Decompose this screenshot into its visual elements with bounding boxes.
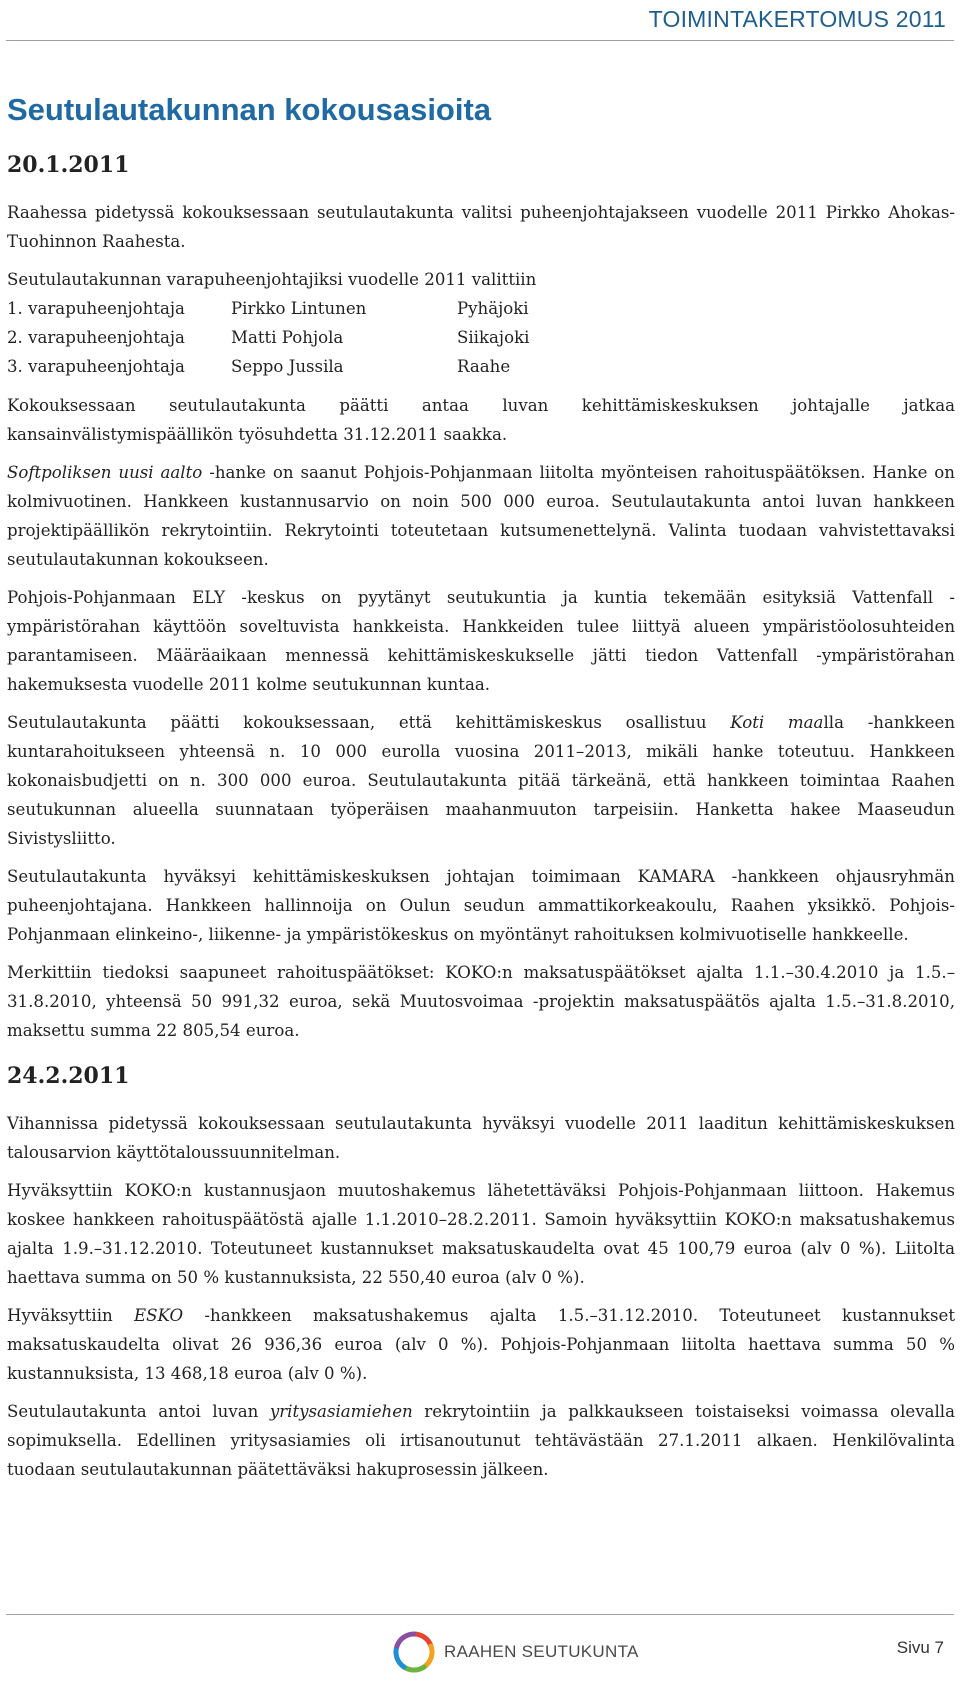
meeting-section-2	[7, 1061, 955, 1484]
paragraph: Pohjois-Pohjanmaan ELY -keskus on pyytänyt seutukuntia ja kuntia tekemään esityksiä Vattenfall -ympäristörahan käyttöön soveltuvista hankkeista. Hankkeiden tulee liittyä alueen ympäristöolosuhteiden parantamiseen. Määräaikaan mennessä kehittämiskeskukselle jätti tiedon Vattenfall -ympäristörahan hakemuksesta vuodelle 2011 kolme seutukunnan kuntaa.	[7, 588, 955, 694]
vice-chair-row	[7, 352, 955, 381]
project-name: Softpoliksen uusi aalto	[7, 463, 203, 482]
vice-chair-role: 3. varapuheenjohtaja	[7, 357, 185, 376]
header-divider	[6, 40, 954, 41]
paragraph: Raahessa pidetyssä kokouksessaan seutulautakunta valitsi puheenjohtajakseen vuodelle 2011 Pirkko Ahokas-Tuohinnon Raahesta.	[7, 203, 955, 251]
header-title: TOIMINTAKERTOMUS 2011	[648, 6, 946, 32]
vice-chair-town: Pyhäjoki	[457, 299, 529, 318]
footer-logo-text: RAAHEN SEUTUKUNTA	[444, 1642, 639, 1661]
vice-chair-town: Raahe	[457, 357, 511, 376]
vice-chair-role: 2. varapuheenjohtaja	[7, 328, 185, 347]
raahen-seutukunta-logo-icon	[392, 1630, 436, 1674]
paragraph	[7, 458, 955, 574]
paragraph-text: rekrytointiin ja palkkaukseen toistaiseksi voimassa olevalla sopimuksella. Edellinen yritysasiamies oli irtisanoutunut tehtävästään 27.1.2011 alkaen. Henkilövalinta tuodaan seutulautakunnan päätettäväksi hakuprosessin jälkeen.	[7, 1402, 955, 1479]
paragraph: Seutulautakunnan varapuheenjohtajiksi vuodelle 2011 valittiin	[7, 270, 537, 289]
paragraph-text: lla -hankkeen kuntarahoitukseen yhteensä n. 10 000 eurolla vuosina 2011–2013, mikäli hanke toteutuu. Hankkeen kokonaisbudjetti on n. 300 000 euroa. Seutulautakunta pitää tärkeänä, että hankkeen toimintaa Raahen seutukunnan alueella suunnataan työperäisen maahanmuuton tarpeisiin. Hanketta hakee Maaseudun Sivistysliitto.	[7, 713, 955, 848]
paragraph: Hyväksyttiin KOKO:n kustannusjaon muutoshakemus lähetettäväksi Pohjois-Pohjanmaan liittoon. Hakemus koskee hankkeen rahoituspäätöstä ajalle 1.1.2010–28.2.2011. Samoin hyväksyttiin KOKO:n maksatushakemus ajalta 1.9.–31.12.2010. Toteutuneet kustannukset maksatuskaudelta ovat 45 100,79 euroa (alv 0 %). Liitolta haettava summa on 50 % kustannuksista, 22 550,40 euroa (alv 0 %).	[7, 1181, 955, 1287]
vice-chair-name: Seppo Jussila	[231, 357, 344, 376]
vice-chair-row	[7, 323, 955, 352]
vice-chair-name: Pirkko Lintunen	[231, 299, 367, 318]
vice-chairs-list	[7, 294, 955, 381]
paragraph: Kokouksessaan seutulautakunta päätti antaa luvan kehittämiskeskuksen johtajalle jatkaa kansainvälistymispäällikön työsuhdetta 31.12.2011 saakka.	[7, 396, 955, 444]
paragraph-text: Seutulautakunta päätti kokouksessaan, että kehittämiskeskus osallistuu	[7, 713, 731, 732]
paragraph-text: Hyväksyttiin	[7, 1306, 135, 1325]
paragraph-text: -hanke on saanut Pohjois-Pohjanmaan liitolta myönteisen rahoituspäätöksen. Hanke on kolmivuotinen. Hankkeen kustannusarvio on noin 500 000 euroa. Seutulautakunta antoi luvan hankkeen projektipäällikön rekrytointiin. Rekrytointi toteutetaan kutsumenettelynä. Valinta tuodaan vahvistettavaksi seutulautakunnan kokoukseen.	[7, 463, 955, 569]
paragraph: Merkittiin tiedoksi saapuneet rahoituspäätökset: KOKO:n maksatuspäätökset ajalta 1.1.–30.4.2010 ja 1.5.–31.8.2010, yhteensä 50 991,32 euroa, sekä Muutosvoimaa -projektin maksatuspäätös ajalta 1.5.–31.8.2010, maksettu summa 22 805,54 euroa.	[7, 963, 955, 1040]
meeting-date-heading: 24.2.2011	[7, 1063, 130, 1089]
paragraph-text: -hankkeen maksatushakemus ajalta 1.5.–31.12.2010. Toteutuneet kustannukset maksatuskaudelta olivat 26 936,36 euroa (alv 0 %). Pohjois-Pohjanmaan liitolta haettava summa 50 % kustannuksista, 13 468,18 euroa (alv 0 %).	[7, 1306, 955, 1383]
vice-chair-role: 1. varapuheenjohtaja	[7, 299, 185, 318]
paragraph	[7, 708, 955, 853]
project-name: Koti maa	[730, 713, 824, 732]
footer-logo	[392, 1629, 639, 1675]
paragraph: Seutulautakunta hyväksyi kehittämiskeskuksen johtajan toimimaan KAMARA -hankkeen ohjausryhmän puheenjohtajana. Hankkeen hallinnoija on Oulun seudun ammattikorkeakoulu, Raahen yksikkö. Pohjois-Pohjanmaan elinkeino-, liikenne- ja ympäristökeskus on myöntänyt rahoituksen kolmivuotiselle hankkeelle.	[7, 867, 955, 944]
document-header	[0, 0, 960, 36]
main-content	[7, 90, 955, 1493]
meeting-section-1	[7, 150, 955, 1045]
paragraph: Vihannissa pidetyssä kokouksessaan seutulautakunta hyväksyi vuodelle 2011 laaditun kehittämiskeskuksen talousarvion käyttötaloussuunnitelman.	[7, 1114, 955, 1162]
page-title: Seutulautakunnan kokousasioita	[7, 92, 492, 127]
page-number: Sivu 7	[896, 1638, 944, 1657]
footer-divider	[6, 1614, 954, 1615]
vice-chair-name: Matti Pohjola	[231, 328, 344, 347]
paragraph	[7, 1397, 955, 1484]
meeting-date-heading: 20.1.2011	[7, 152, 130, 178]
role-term: yritysasiamiehen	[269, 1402, 413, 1421]
vice-chair-town: Siikajoki	[457, 328, 530, 347]
vice-chair-row	[7, 294, 955, 323]
paragraph	[7, 1301, 955, 1388]
project-name: ESKO	[134, 1306, 184, 1325]
paragraph-text: Seutulautakunta antoi luvan	[7, 1402, 270, 1421]
